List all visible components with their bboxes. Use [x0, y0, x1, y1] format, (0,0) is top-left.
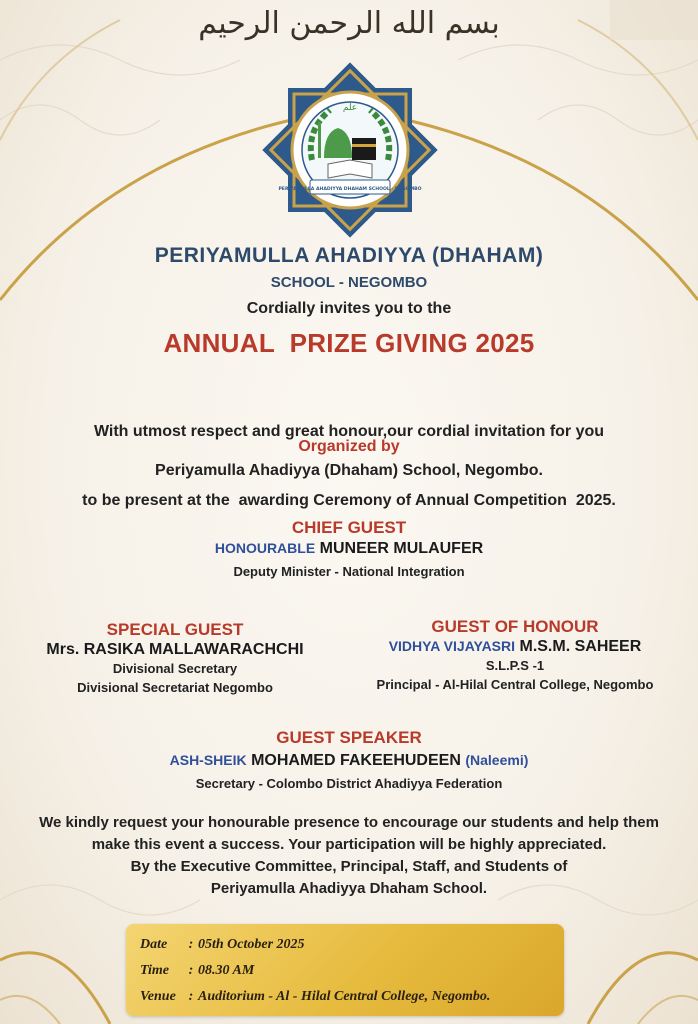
venue-value: Auditorium - Al - Hilal Central College, Negombo.: [198, 989, 491, 1004]
school-logo: [262, 62, 438, 238]
closing-line-3: By the Executive Committee, Principal, Staff, and Students of: [130, 858, 568, 875]
date-value: 05th October 2025: [198, 937, 305, 952]
closing-line-2: make this event a success. Your participation will be highly appreciated.: [91, 836, 607, 853]
closing-line-1: We kindly request your honourable presence to encourage our students and help them: [39, 814, 659, 831]
date-row: [140, 932, 550, 958]
closing-line-4: Periyamulla Ahadiyya Dhaham School.: [210, 880, 488, 897]
time-row: [140, 958, 550, 984]
guest-speaker-title: ASH-SHEIK: [169, 752, 247, 768]
guest-speaker-name-line: [0, 752, 698, 770]
closing-text: [0, 812, 698, 900]
venue-row: [140, 984, 550, 1010]
intro-line-1: With utmost respect and great honour,our cordial invitation for you: [93, 423, 605, 440]
svg-text:PERIYAMULLA AHADIYYA DHAHAM SC: PERIYAMULLA AHADIYYA DHAHAM SCHOOL - NEGOMBO: [278, 187, 422, 192]
basmala-calligraphy: بسم الله الرحمن الرحيم: [198, 6, 500, 41]
time-value: 08.30 AM: [198, 963, 255, 978]
chief-guest-role: Deputy Minister - National Integration: [233, 564, 465, 579]
special-guest-label: SPECIAL GUEST: [106, 620, 244, 639]
chief-guest-name-line: [0, 540, 698, 558]
guest-of-honour-title: VIDHYA VIJAYASRI: [388, 638, 516, 654]
event-title: ANNUAL PRIZE GIVING 2025: [163, 328, 535, 358]
guest-speaker-name: MOHAMED FAKEEHUDEEN: [251, 752, 461, 769]
invite-line: Cordially invites you to the: [246, 300, 452, 317]
guest-of-honour-role-1: S.L.P.S -1: [485, 658, 545, 673]
organizer-name: Periyamulla Ahadiyya (Dhaham) School, Negombo.: [155, 462, 543, 479]
guest-speaker-role: Secretary - Colombo District Ahadiyya Federation: [195, 776, 503, 791]
guest-of-honour-block: [350, 617, 680, 694]
guest-of-honour-name-line: [350, 638, 680, 656]
special-guest-role-2: Divisional Secretariat Negombo: [77, 680, 273, 695]
venue-colon: :: [188, 989, 194, 1004]
special-guest-name: Mrs. RASIKA MALLAWARACHCHI: [46, 641, 304, 658]
guest-of-honour-role-2: Principal - Al-Hilal Central College, Negombo: [376, 677, 654, 692]
school-name: PERIYAMULLA AHADIYYA (DHAHAM): [154, 244, 544, 267]
chief-guest-title: HONOURABLE: [214, 540, 316, 556]
date-label: Date: [140, 937, 168, 952]
chief-guest-name: MUNEER MULAUFER: [319, 540, 484, 557]
school-location: SCHOOL - NEGOMBO: [270, 274, 428, 291]
special-guest-block: [10, 620, 340, 697]
date-colon: :: [188, 937, 194, 952]
time-colon: :: [188, 963, 194, 978]
venue-label: Venue: [140, 989, 176, 1004]
guest-speaker-label: GUEST SPEAKER: [276, 728, 422, 747]
event-details-panel: [126, 924, 564, 1016]
intro-line-2: to be present at the awarding Ceremony of Annual Competition 2025.: [82, 492, 616, 509]
guest-of-honour-name: M.S.M. SAHEER: [519, 638, 642, 655]
guest-of-honour-label: GUEST OF HONOUR: [431, 617, 599, 636]
time-label: Time: [140, 963, 170, 978]
organizer-label: Organized by: [298, 438, 400, 455]
svg-text:علم: علم: [342, 103, 358, 113]
special-guest-role-1: Divisional Secretary: [112, 661, 238, 676]
chief-guest-label: CHIEF GUEST: [291, 518, 407, 537]
guest-speaker-suffix: (Naleemi): [465, 752, 529, 768]
